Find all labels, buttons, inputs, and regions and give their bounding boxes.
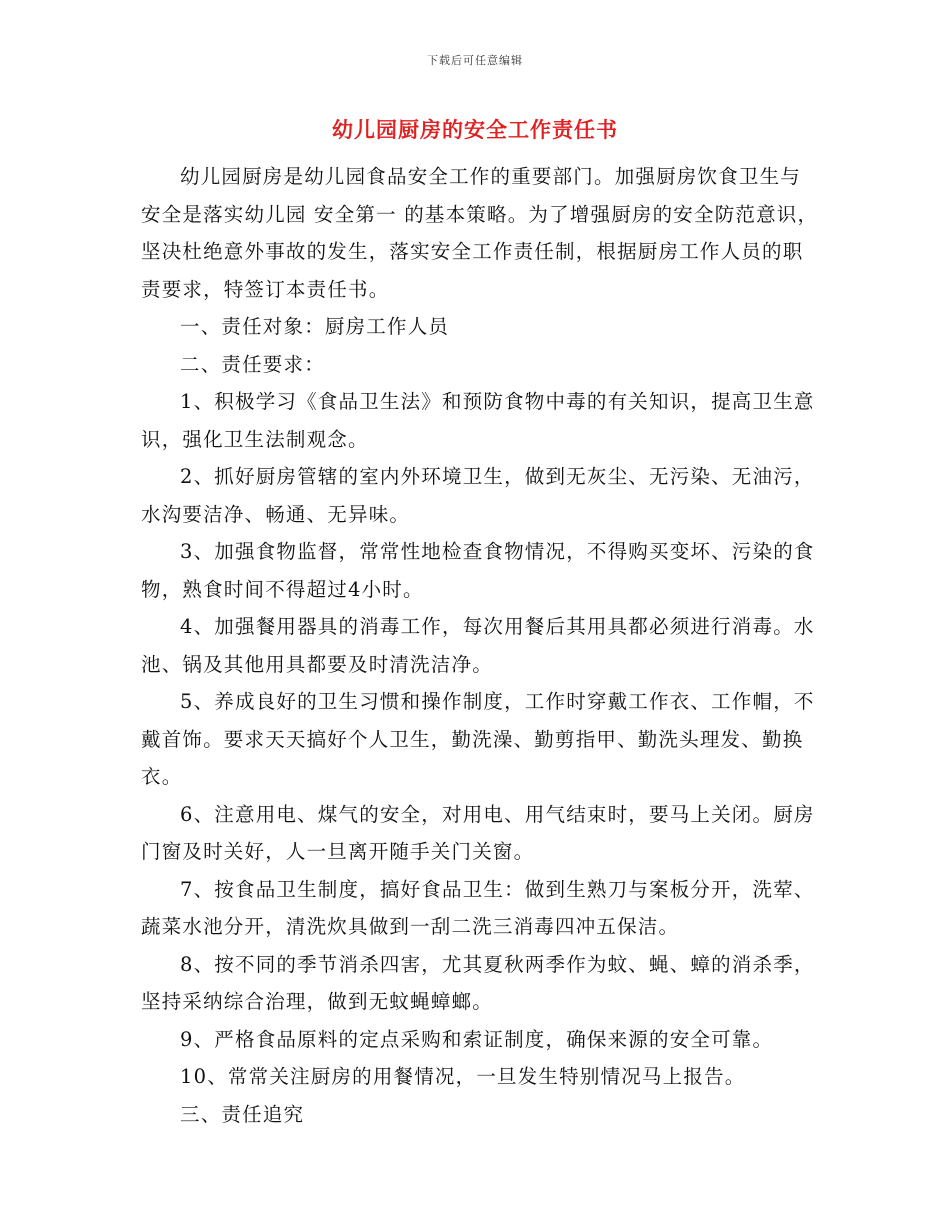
intro-paragraph: 幼儿园厨房是幼儿园食品安全工作的重要部门。加强厨房饮食卫生与安全是落实幼儿园 安全第一 的基本策略。为了增强厨房的安全防范意识，坚决杜绝意外事故的发生，落实安全工作责任制，根据厨房工作人员的职责要求，特签订本责任书。 xyxy=(141,165,819,301)
section-responsibility-target: 一、责任对象：厨房工作人员 xyxy=(180,315,450,338)
requirement-item-10: 10、常常关注厨房的用餐情况，一旦发生特别情况马上报告。 xyxy=(180,1065,746,1088)
requirement-item-4: 4、加强餐用器具的消毒工作，每次用餐后其用具都必须进行消毒。水池、锅及其他用具都要及时清洗洁净。 xyxy=(141,615,815,676)
document-body xyxy=(141,158,821,1133)
requirement-item-2: 2、抓好厨房管辖的室内外环境卫生，做到无灰尘、无污染、无油污，水沟要洁净、畅通、无异味。 xyxy=(141,465,815,526)
requirement-item-7: 7、按食品卫生制度，搞好食品卫生：做到生熟刀与案板分开，洗荤、蔬菜水池分开，清洗炊具做到一刮二洗三消毒四冲五保洁。 xyxy=(141,877,815,938)
requirement-item-8: 8、按不同的季节消杀四害，尤其夏秋两季作为蚊、蝇、蟑的消杀季，坚持采纳综合治理，做到无蚊蝇蟑螂。 xyxy=(141,952,815,1013)
page-header-note: 下载后可任意编辑 xyxy=(427,54,523,67)
requirement-item-9: 9、严格食品原料的定点采购和索证制度，确保来源的安全可靠。 xyxy=(180,1027,774,1051)
requirement-item-3: 3、加强食物监督，常常性地检查食物情况，不得购买变坏、污染的食物，熟食时间不得超过4小时。 xyxy=(141,540,815,601)
document-title: 幼儿园厨房的安全工作责任书 xyxy=(332,118,618,142)
section-responsibility-requirements: 二、责任要求： xyxy=(180,352,325,376)
requirement-item-6: 6、注意用电、煤气的安全，对用电、用气结束时，要马上关闭。厨房门窗及时关好，人一旦离开随手关门关窗。 xyxy=(141,802,815,863)
requirement-item-5: 5、养成良好的卫生习惯和操作制度，工作时穿戴工作衣、工作帽，不戴首饰。要求天天搞好个人卫生，勤洗澡、勤剪指甲、勤洗头理发、勤换衣。 xyxy=(141,690,815,788)
section-accountability: 三、责任追究 xyxy=(180,1102,305,1126)
requirement-item-1: 1、积极学习《食品卫生法》和预防食物中毒的有关知识，提高卫生意识，强化卫生法制观念。 xyxy=(141,390,815,451)
